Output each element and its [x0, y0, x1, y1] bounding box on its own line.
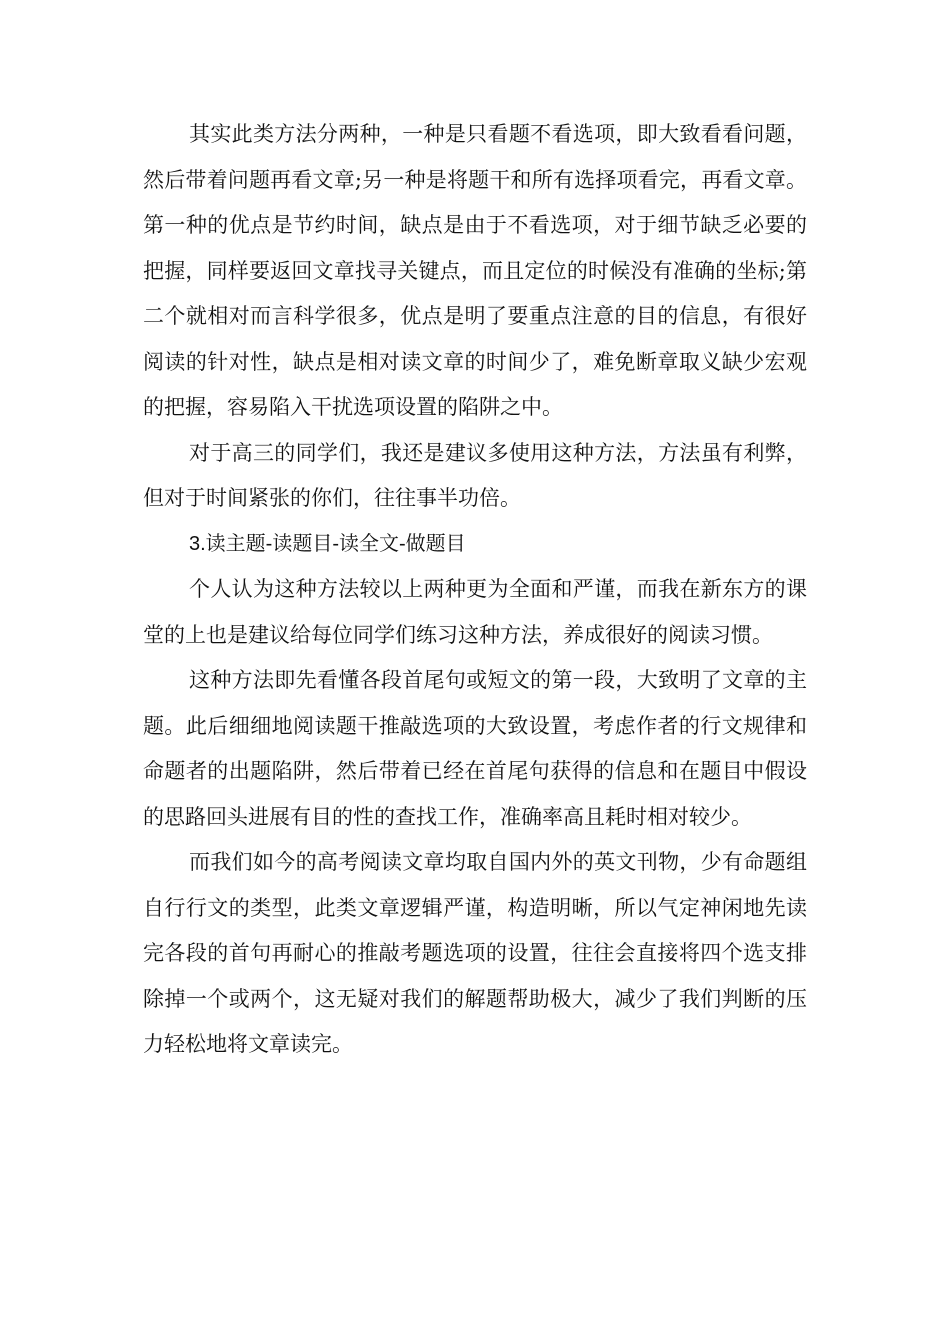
paragraph: 其实此类方法分两种，一种是只看题不看选项，即大致看看问题，然后带着问题再看文章;另一种是将题干和所有选择项看完，再看文章。第一种的优点是节约时间，缺点是由于不看选项，对于细节缺乏必要的把握，同样要返回文章找寻关键点，而且定位的时候没有准确的坐标;第二个就相对而言科学很多，优点是明了要重点注意的目的信息，有很好阅读的针对性，缺点是相对读文章的时间少了，难免断章取义缺少宏观的把握，容易陷入干扰选项设置的陷阱之中。 [143, 122, 807, 419]
paragraph: 这种方法即先看懂各段首尾句或短文的第一段，大致明了文章的主题。此后细细地阅读题干推敲选项的大致设置，考虑作者的行文规律和命题者的出题陷阱，然后带着已经在首尾句获得的信息和在题目中假设的思路回头进展有目的性的查找工作，准确率高且耗时相对较少。 [143, 668, 807, 829]
section-heading: 3.读主题-读题目-读全文-做题目 [189, 532, 466, 555]
document-body [143, 112, 807, 1068]
paragraph: 而我们如今的高考阅读文章均取自国内外的英文刊物，少有命题组自行行文的类型，此类文章逻辑严谨，构造明晰，所以气定神闲地先读完各段的首句再耐心的推敲考题选项的设置，往往会直接将四个选支排除掉一个或两个，这无疑对我们的解题帮助极大，减少了我们判断的压力轻松地将文章读完。 [143, 850, 807, 1056]
paragraph: 个人认为这种方法较以上两种更为全面和严谨，而我在新东方的课堂的上也是建议给每位同学们练习这种方法，养成很好的阅读习惯。 [143, 577, 807, 647]
paragraph: 对于高三的同学们，我还是建议多使用这种方法，方法虽有利弊，但对于时间紧张的你们，往往事半功倍。 [143, 440, 807, 510]
